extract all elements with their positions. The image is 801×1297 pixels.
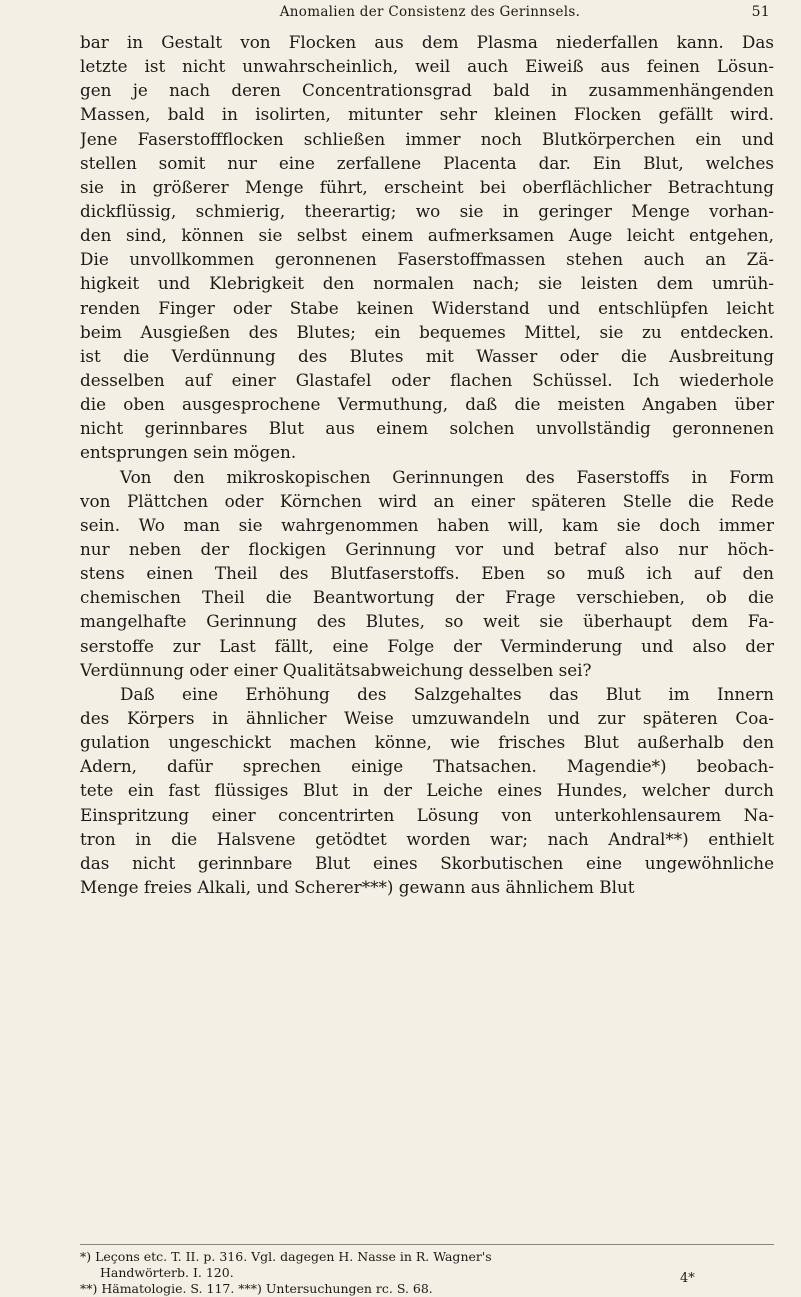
text-line: Menge freies Alkali, und Scherer***) gewann aus ähnlichem Blut (80, 876, 635, 897)
text-line: die oben ausgesprochene Vermuthung, daß die meisten Angaben über (80, 394, 774, 415)
text-line: Adern, dafür sprechen einige Thatsachen. Magendie*) beobach- (80, 756, 774, 777)
running-title: Anomalien der Consistenz des Gerinnsels. (279, 4, 581, 20)
text-line: bar in Gestalt von Flocken aus dem Plasma niederfallen kann. Das (80, 32, 774, 52)
text-line: higkeit und Klebrigkeit den normalen nach; sie leisten dem umrüh- (80, 273, 774, 294)
body-text (80, 30, 774, 899)
text-line: Daß eine Erhöhung des Salzgehaltes das Blut im Innern (120, 683, 774, 704)
text-line: Von den mikroskopischen Gerinnungen des Faserstoffs in Form (120, 466, 774, 487)
footnote-line: *) Leçons etc. T. II. p. 316. Vgl. dagegen H. Nasse in R. Wagner's (80, 1249, 492, 1264)
text-line: renden Finger oder Stabe keinen Widerstand und entschlüpfen leicht (80, 297, 774, 318)
footnote-line: Handwörterb. I. 120. (100, 1265, 234, 1280)
text-line: Jene Faserstoffflocken schließen immer noch Blutkörperchen ein und (80, 128, 774, 149)
text-line: sie in größerer Menge führt, erscheint bei oberflächlicher Betrachtung (80, 176, 774, 197)
text-line: des Körpers in ähnlicher Weise umzuwandeln und zur späteren Coa- (80, 707, 774, 728)
page-number: 51 (751, 4, 770, 20)
text-line: das nicht gerinnbare Blut eines Skorbutischen eine ungewöhnliche (80, 852, 774, 873)
text-line: gen je nach deren Concentrationsgrad bald in zusammenhängenden (80, 80, 774, 101)
text-line: Die unvollkommen geronnenen Faserstoffmassen stehen auch an Zä- (80, 249, 774, 270)
text-line: stellen somit nur eine zerfallene Placenta dar. Ein Blut, welches (80, 152, 774, 173)
running-header (80, 4, 770, 28)
signature-mark: 4* (680, 1271, 695, 1286)
text-line: mangelhafte Gerinnung des Blutes, so weit sie überhaupt dem Fa- (80, 611, 774, 632)
text-line: gulation ungeschickt machen könne, wie frisches Blut außerhalb den (80, 732, 774, 753)
text-line: Einspritzung einer concentrirten Lösung von unterkohlensaurem Na- (80, 804, 774, 825)
text-line: Verdünnung oder einer Qualitätsabweichung desselben sei? (80, 659, 592, 680)
text-line: dickflüssig, schmierig, theerartig; wo sie in geringer Menge vorhan- (80, 200, 774, 221)
footnote-line: **) Hämatologie. S. 117. ***) Untersuchungen rc. S. 68. (80, 1281, 433, 1296)
text-line: nur neben der flockigen Gerinnung vor und betraf also nur höch- (80, 538, 774, 559)
text-line: entsprungen sein mögen. (80, 442, 297, 463)
text-line: desselben auf einer Glastafel oder flachen Schüssel. Ich wiederhole (80, 369, 774, 390)
text-line: tete ein fast flüssiges Blut in der Leiche eines Hundes, welcher durch (80, 780, 774, 801)
text-line: von Plättchen oder Körnchen wird an einer späteren Stelle die Rede (80, 490, 774, 511)
text-line: sein. Wo man sie wahrgenommen haben will, kam sie doch immer (80, 514, 774, 535)
text-line: den sind, können sie selbst einem aufmerksamen Auge leicht entgehen, (80, 225, 774, 246)
text-line: chemischen Theil die Beantwortung der Frage verschieben, ob die (80, 587, 774, 608)
text-line: Massen, bald in isolirten, mitunter sehr kleinen Flocken gefällt wird. (80, 104, 774, 125)
text-line: nicht gerinnbares Blut aus einem solchen unvollständig geronnenen (80, 418, 774, 439)
text-line: ist die Verdünnung des Blutes mit Wasser oder die Ausbreitung (80, 345, 774, 366)
text-line: beim Ausgießen des Blutes; ein bequemes Mittel, sie zu entdecken. (80, 321, 774, 342)
text-line: letzte ist nicht unwahrscheinlich, weil auch Eiweiß aus feinen Lösun- (80, 56, 774, 77)
text-line: stens einen Theil des Blutfaserstoffs. Eben so muß ich auf den (80, 563, 774, 584)
text-line: tron in die Halsvene getödtet worden war; nach Andral**) enthielt (80, 828, 774, 849)
footnotes (80, 1244, 774, 1297)
text-line: serstoffe zur Last fällt, eine Folge der Verminderung und also der (80, 635, 774, 656)
